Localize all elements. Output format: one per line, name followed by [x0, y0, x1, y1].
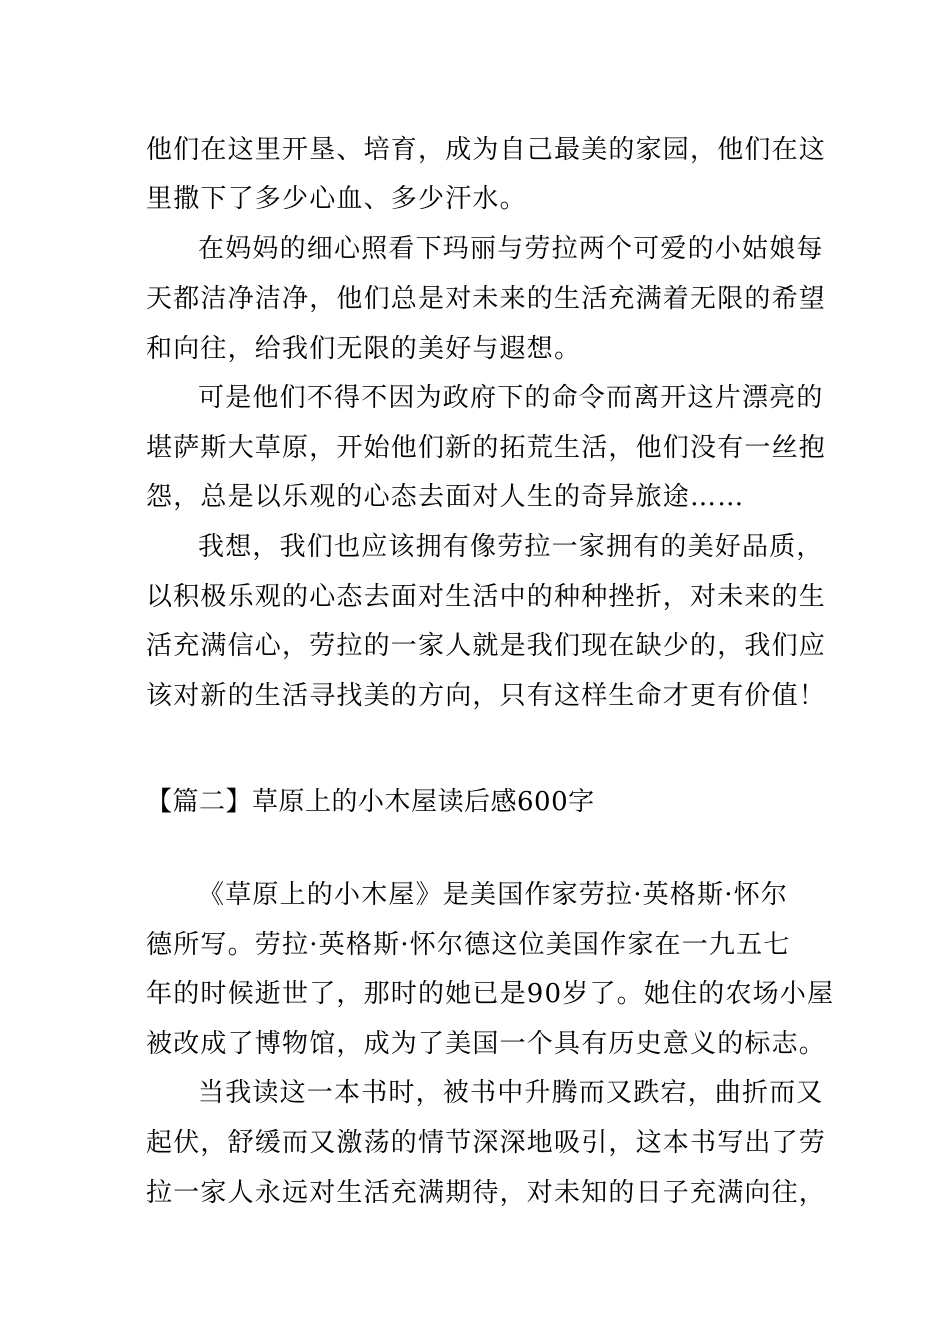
text-line: 和向往，给我们无限的美好与遐想。 — [146, 334, 582, 364]
text-line: 他们在这里开垦、培育，成为自己最美的家园，他们在这 — [146, 135, 827, 165]
text-line: 里撒下了多少心血、多少汗水。 — [146, 184, 527, 214]
text-line: 被改成了博物馆，成为了美国一个具有历史意义的标志。 — [146, 1029, 827, 1059]
text-line: 年的时候逝世了，那时的她已是90岁了。她住的农场小屋 — [146, 979, 835, 1009]
text-line: 堪萨斯大草原，开始他们新的拓荒生活，他们没有一丝抱 — [146, 433, 827, 463]
text-line: 天都洁净洁净，他们总是对未来的生活充满着无限的希望 — [146, 284, 827, 314]
text-line: 可是他们不得不因为政府下的命令而离开这片漂亮的 — [198, 383, 824, 413]
text-line: 活充满信心，劳拉的一家人就是我们现在缺少的，我们应 — [146, 631, 827, 661]
text-line: 拉一家人永远对生活充满期待，对未知的日子充满向往， — [146, 1178, 827, 1208]
text-line: 该对新的生活寻找美的方向，只有这样生命才更有价值！ — [146, 681, 827, 711]
text-line: 怨，总是以乐观的心态去面对人生的奇异旅途…… — [146, 482, 745, 512]
text-line: 《草原上的小木屋》是美国作家劳拉·英格斯·怀尔 — [198, 880, 789, 910]
text-line: 我想，我们也应该拥有像劳拉一家拥有的美好品质， — [198, 532, 824, 562]
section-heading: 【篇二】草原上的小木屋读后感600字 — [146, 787, 595, 817]
text-line: 起伏，舒缓而又激荡的情节深深地吸引，这本书写出了劳 — [146, 1128, 827, 1158]
text-line: 在妈妈的细心照看下玛丽与劳拉两个可爱的小姑娘每 — [198, 234, 824, 264]
text-line: 当我读这一本书时，被书中升腾而又跌宕，曲折而又 — [198, 1078, 824, 1108]
text-line: 以积极乐观的心态去面对生活中的种种挫折，对未来的生 — [146, 582, 827, 612]
text-line: 德所写。劳拉·英格斯·怀尔德这位美国作家在一九五七 — [146, 930, 791, 960]
